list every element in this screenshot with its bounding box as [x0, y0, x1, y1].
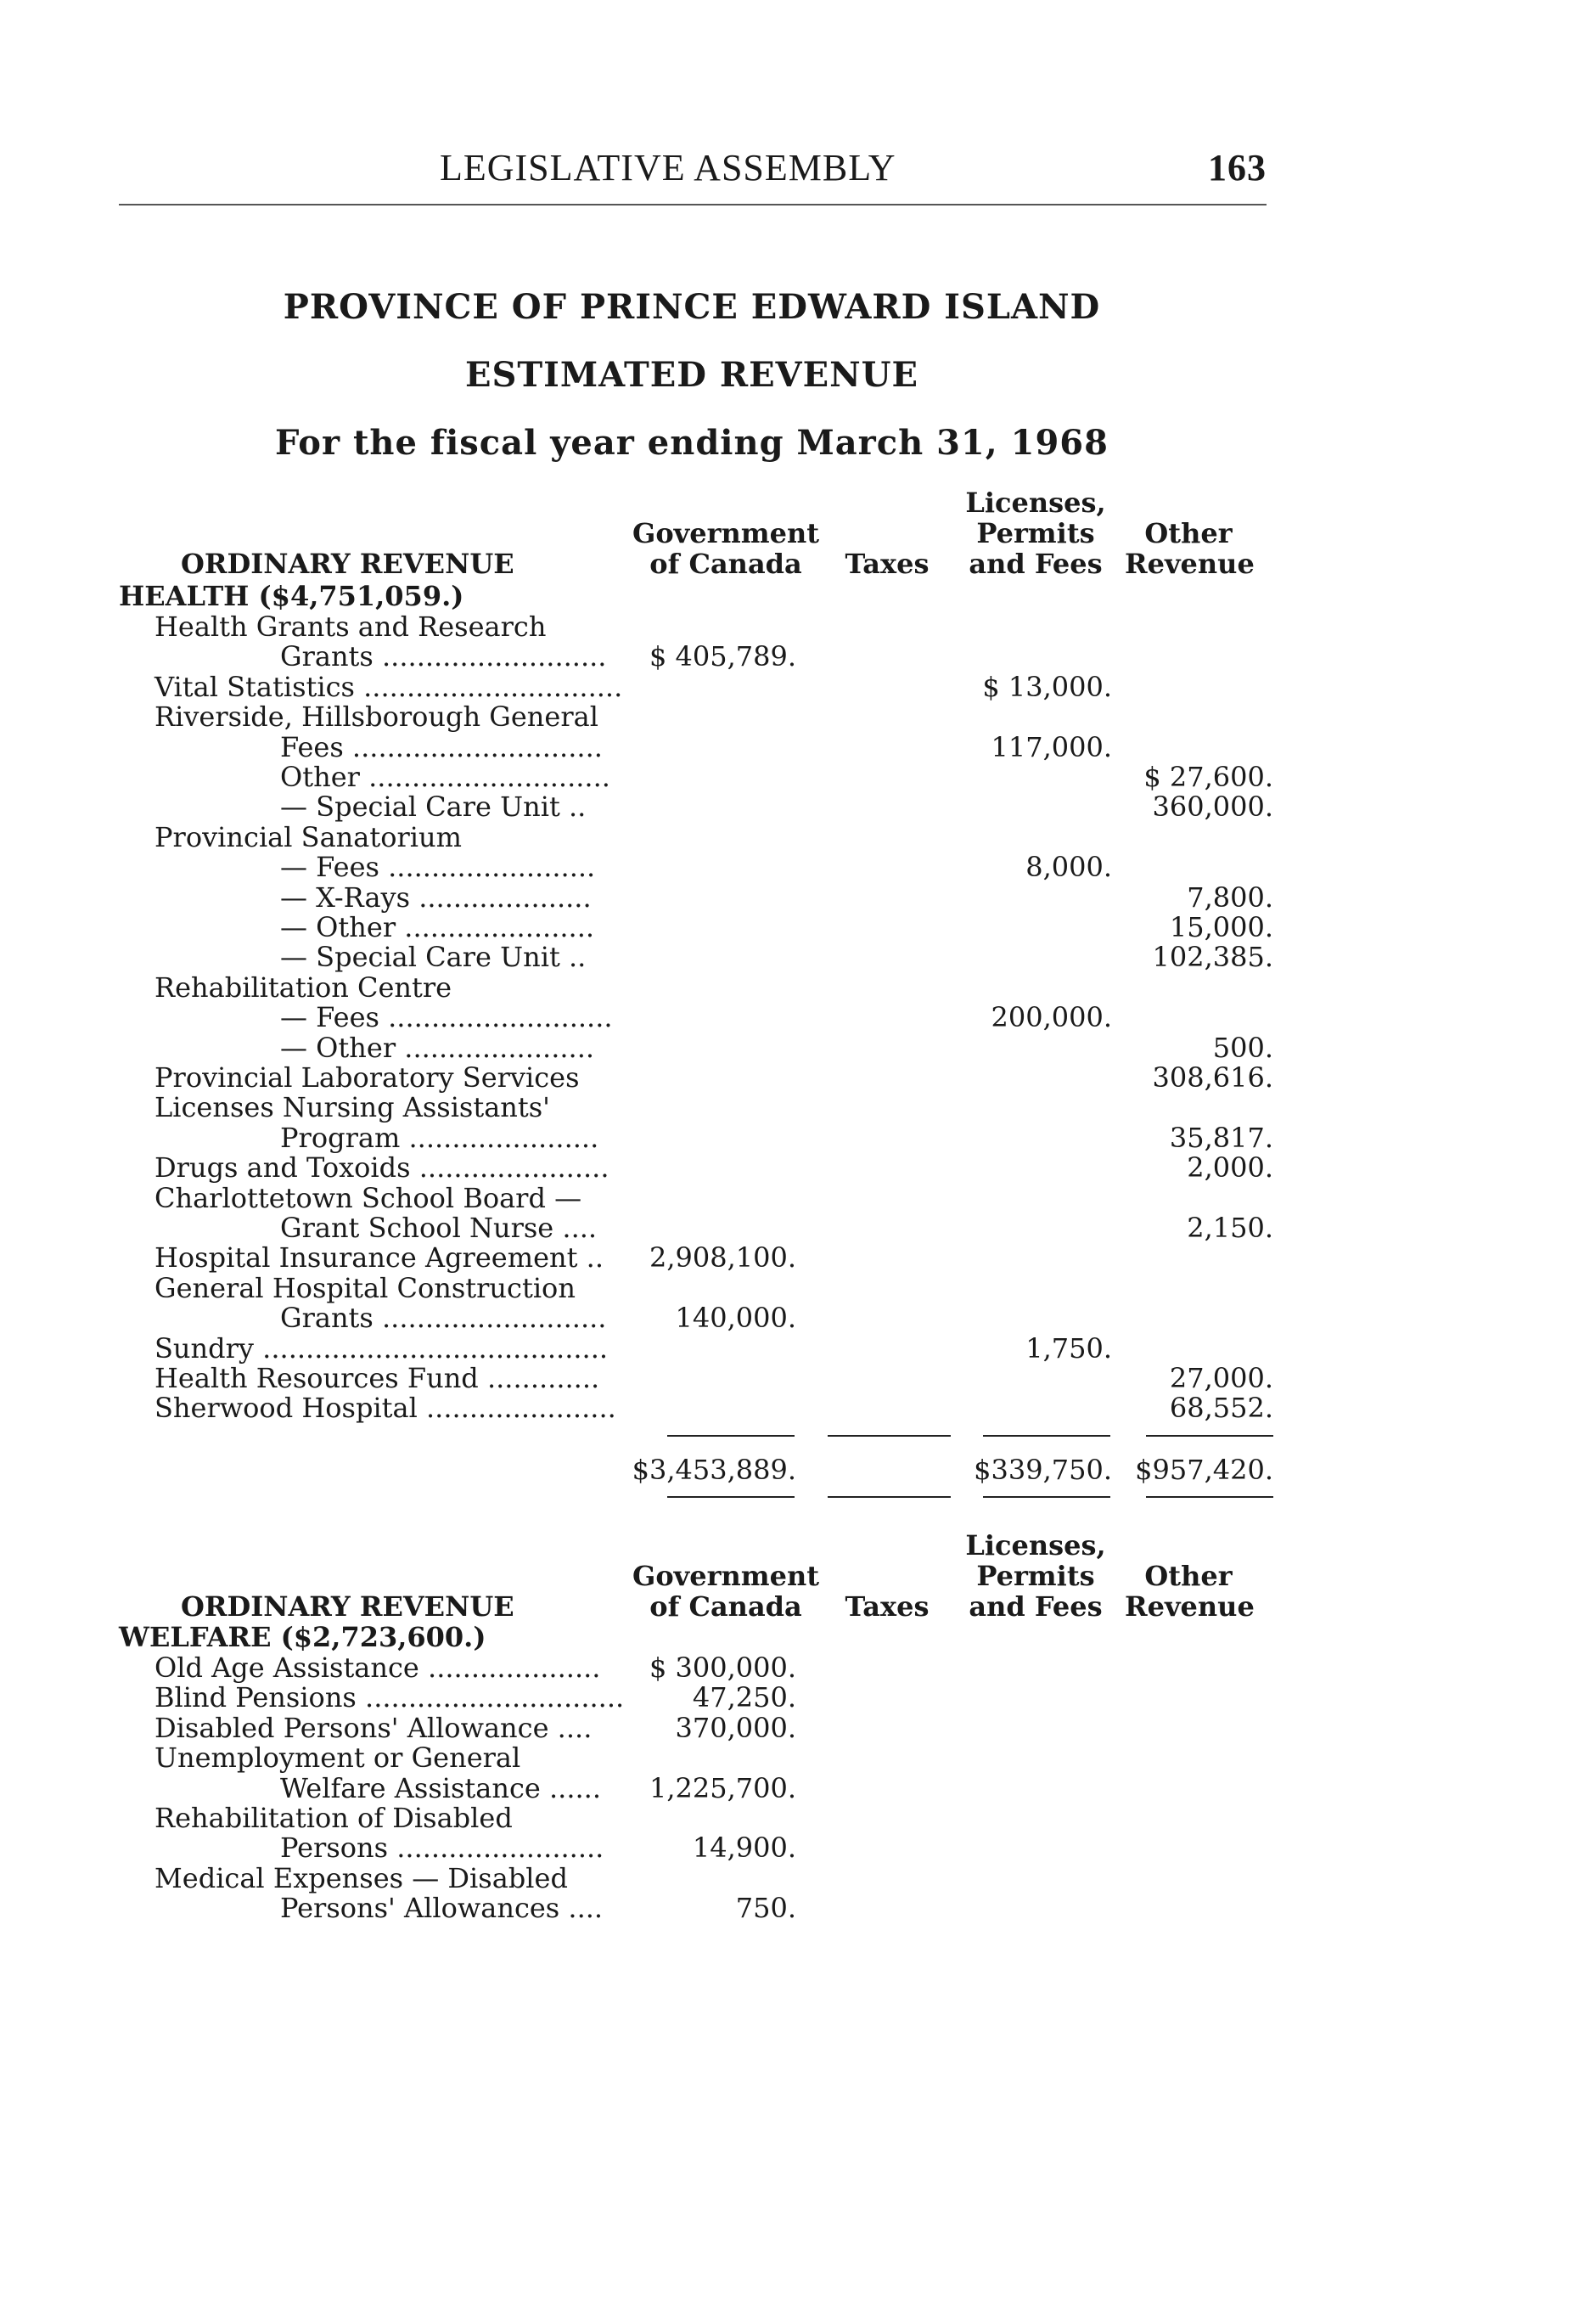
row-label: Unemployment or General	[154, 1742, 521, 1775]
amount-government: 370,000.	[675, 1711, 796, 1744]
amount-government: $ 405,789.	[649, 640, 796, 673]
column-header-other: Other Revenue	[1125, 517, 1255, 580]
amount-other: $ 27,600.	[1143, 761, 1273, 793]
amount-licenses: 8,000.	[1025, 851, 1112, 884]
table-row	[0, 701, 1584, 732]
column-header-other-2: Other Revenue	[1125, 1560, 1255, 1623]
row-label: — X-Rays ....................	[280, 881, 592, 914]
table-row	[0, 1183, 1584, 1213]
table-row	[0, 1863, 1584, 1894]
row-label: General Hospital Construction	[154, 1271, 576, 1304]
column-header-government: Government of Canada	[632, 517, 820, 580]
row-label: Disabled Persons' Allowance ....	[154, 1711, 593, 1744]
table-row	[0, 1123, 1584, 1153]
row-label: Sherwood Hospital ......................	[154, 1392, 616, 1425]
rule-lic-top	[983, 1435, 1110, 1437]
page-number: 163	[1208, 147, 1267, 189]
row-label: Blind Pensions ..............................	[154, 1681, 625, 1714]
running-title: LEGISLATIVE ASSEMBLY	[440, 147, 896, 189]
column-header-taxes: Taxes	[845, 548, 930, 580]
table-row	[0, 611, 1584, 642]
row-label: Program ......................	[280, 1121, 599, 1154]
amount-other: 27,000.	[1169, 1362, 1273, 1394]
amount-licenses: 200,000.	[991, 1001, 1112, 1034]
row-label: Grant School Nurse ....	[280, 1212, 598, 1244]
amount-other: 500.	[1212, 1031, 1273, 1064]
rule-gov-top	[667, 1435, 795, 1437]
heading-estimated-revenue: ESTIMATED REVENUE	[464, 355, 919, 395]
amount-government: 140,000.	[675, 1302, 796, 1335]
table-row	[0, 882, 1584, 913]
table-row	[0, 1092, 1584, 1123]
amount-licenses: 1,750.	[1025, 1331, 1112, 1365]
table-row	[0, 1242, 1584, 1273]
row-label: Health Resources Fund .............	[154, 1362, 600, 1394]
table-row	[0, 1273, 1584, 1303]
amount-government: 750.	[735, 1892, 796, 1925]
table-row	[0, 1303, 1584, 1333]
column-header-licenses-2: Licenses, Permits and Fees	[965, 1529, 1106, 1623]
row-label: Hospital Insurance Agreement ..	[154, 1241, 604, 1275]
row-label: Licenses Nursing Assistants'	[154, 1091, 550, 1124]
table-row	[0, 1893, 1584, 1923]
row-label: — Other ......................	[280, 1031, 595, 1064]
heading-province: PROVINCE OF PRINCE EDWARD ISLAND	[283, 287, 1101, 327]
row-label: Sundry ........................................	[154, 1331, 609, 1365]
table-row	[0, 672, 1584, 702]
row-label: Drugs and Toxoids ......................	[154, 1151, 609, 1185]
row-label: Grants ..........................	[280, 1302, 607, 1335]
table-row	[0, 732, 1584, 762]
section-title-health: HEALTH ($4,751,059.)	[119, 580, 464, 612]
table-row	[0, 1333, 1584, 1364]
table-row	[0, 1002, 1584, 1033]
table-row	[0, 852, 1584, 882]
rule-taxes-top	[828, 1435, 951, 1437]
row-label: Charlottetown School Board —	[154, 1181, 582, 1214]
table-row	[0, 1803, 1584, 1833]
heading-fiscal-year: For the fiscal year ending March 31, 1968	[275, 423, 1109, 463]
table-row	[0, 1713, 1584, 1743]
row-label: Provincial Laboratory Services	[154, 1061, 580, 1094]
amount-licenses: 117,000.	[991, 730, 1112, 763]
amount-other: 2,150.	[1187, 1212, 1273, 1244]
amount-government: 14,900.	[692, 1832, 796, 1865]
table-row	[0, 1213, 1584, 1243]
amount-other: 102,385.	[1152, 941, 1273, 974]
table-row	[0, 1652, 1584, 1683]
table-row	[0, 1682, 1584, 1713]
column-header-taxes-2: Taxes	[845, 1590, 930, 1623]
column-header-government-2: Government of Canada	[632, 1560, 820, 1623]
table-row	[0, 1152, 1584, 1183]
table-row	[0, 1832, 1584, 1863]
rule-gov-bottom	[667, 1496, 795, 1498]
table-row	[0, 762, 1584, 792]
row-label: Welfare Assistance ......	[280, 1771, 601, 1804]
amount-other: 360,000.	[1152, 791, 1273, 824]
row-label: — Fees ........................	[280, 851, 596, 884]
table-row	[0, 1773, 1584, 1803]
row-label: Riverside, Hillsborough General	[154, 701, 598, 734]
rule-lic-bottom	[983, 1496, 1110, 1498]
amount-other: 308,616.	[1152, 1061, 1273, 1094]
table-row	[0, 1062, 1584, 1093]
row-label: — Fees ..........................	[280, 1001, 613, 1034]
table-row	[0, 972, 1584, 1003]
rule-oth-bottom	[1146, 1496, 1273, 1498]
row-label: Medical Expenses — Disabled	[154, 1861, 568, 1894]
section-title-welfare: WELFARE ($2,723,600.)	[119, 1621, 486, 1653]
row-label: Rehabilitation of Disabled	[154, 1802, 513, 1834]
rule-taxes-bottom	[828, 1496, 951, 1498]
amount-other: 2,000.	[1187, 1151, 1273, 1185]
table-row	[0, 791, 1584, 822]
total-licenses: $339,750.	[974, 1454, 1112, 1486]
column-header-section-2: ORDINARY REVENUE	[181, 1590, 514, 1623]
table-row	[0, 1393, 1584, 1423]
row-label: Persons' Allowances ....	[280, 1892, 604, 1925]
row-label: Grants ..........................	[280, 640, 607, 673]
total-government: $3,453,889.	[632, 1454, 796, 1486]
amount-licenses: $ 13,000.	[982, 670, 1112, 703]
amount-government: 47,250.	[692, 1681, 796, 1714]
row-label: — Other ......................	[280, 911, 595, 943]
amount-other: 68,552.	[1169, 1392, 1273, 1425]
row-label: Old Age Assistance ....................	[154, 1652, 601, 1684]
row-label: — Special Care Unit ..	[280, 791, 587, 824]
row-label: Other ............................	[280, 761, 610, 793]
table-row	[0, 1363, 1584, 1393]
table-row	[0, 942, 1584, 972]
table-row	[0, 641, 1584, 672]
amount-other: 35,817.	[1169, 1121, 1273, 1154]
amount-other: 15,000.	[1169, 911, 1273, 943]
rule-oth-top	[1146, 1435, 1273, 1437]
row-label: Vital Statistics ..............................	[154, 670, 623, 703]
column-header-section: ORDINARY REVENUE	[181, 548, 514, 580]
row-label: Health Grants and Research	[154, 611, 547, 643]
column-header-licenses: Licenses, Permits and Fees	[965, 487, 1106, 580]
total-other: $957,420.	[1135, 1454, 1273, 1486]
row-label: Rehabilitation Centre	[154, 971, 452, 1004]
row-label: Persons ........................	[280, 1832, 604, 1865]
amount-government: 2,908,100.	[649, 1241, 796, 1275]
amount-government: $ 300,000.	[649, 1652, 796, 1684]
table-row	[0, 1033, 1584, 1063]
row-label: Fees .............................	[280, 730, 603, 763]
amount-other: 7,800.	[1187, 881, 1273, 914]
amount-government: 1,225,700.	[649, 1771, 796, 1804]
table-row	[0, 912, 1584, 943]
header-rule	[119, 204, 1267, 205]
row-label: — Special Care Unit ..	[280, 941, 587, 974]
health-totals-row	[0, 1455, 1584, 1485]
table-row	[0, 822, 1584, 853]
table-row	[0, 1742, 1584, 1773]
row-label: Provincial Sanatorium	[154, 820, 462, 853]
